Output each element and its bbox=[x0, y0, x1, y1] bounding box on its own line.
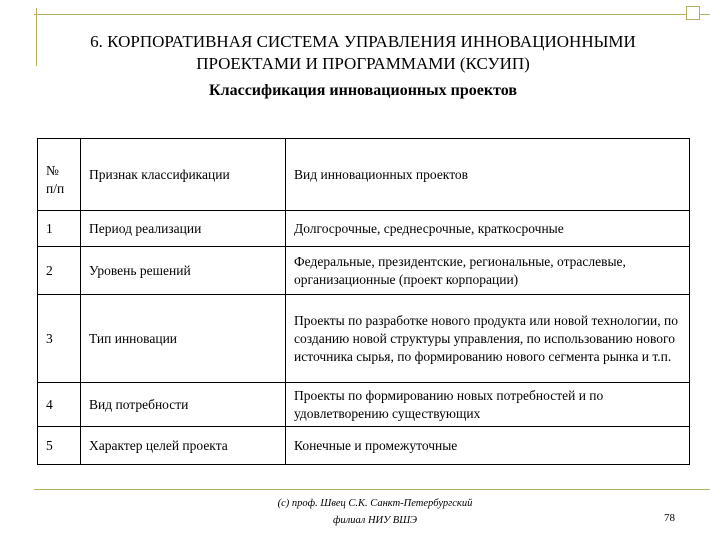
header-types-cell: Вид инновационных проектов bbox=[286, 139, 690, 211]
row-number: 1 bbox=[38, 211, 81, 247]
row-types: Федеральные, президентские, региональные, отраслевые, организационные (проект корпорации) bbox=[286, 247, 690, 295]
header-num-cell bbox=[38, 139, 81, 211]
footer-credit-line-1: (с) проф. Швец С.К. Санкт-Петербургский bbox=[277, 498, 473, 509]
table-row bbox=[38, 247, 690, 295]
header-num-abbrev: п/п bbox=[46, 180, 65, 196]
decorative-bottom-line bbox=[34, 489, 710, 490]
row-types: Проекты по формированию новых потребностей и по удовлетворению существующих bbox=[286, 383, 690, 427]
table-row bbox=[38, 427, 690, 465]
row-types: Конечные и промежуточные bbox=[286, 427, 690, 465]
slide-title-line-2: ПРОЕКТАМИ И ПРОГРАММАМИ (КСУИП) bbox=[196, 54, 530, 73]
footer-credit bbox=[240, 495, 510, 529]
table-row bbox=[38, 295, 690, 383]
row-criterion: Уровень решений bbox=[81, 247, 286, 295]
row-number: 4 bbox=[38, 383, 81, 427]
row-criterion: Тип инновации bbox=[81, 295, 286, 383]
row-number: 2 bbox=[38, 247, 81, 295]
page-number: 78 bbox=[664, 512, 675, 524]
row-number: 5 bbox=[38, 427, 81, 465]
table-row bbox=[38, 211, 690, 247]
row-criterion: Период реализации bbox=[81, 211, 286, 247]
row-number: 3 bbox=[38, 295, 81, 383]
slide-subtitle: Классификация инновационных проектов bbox=[209, 82, 517, 99]
slide-title-line-1: 6. КОРПОРАТИВНАЯ СИСТЕМА УПРАВЛЕНИЯ ИННОВАЦИОННЫМИ bbox=[90, 32, 636, 51]
classification-table bbox=[37, 138, 690, 465]
table-header-row bbox=[38, 139, 690, 211]
decorative-left-line bbox=[36, 8, 37, 66]
row-criterion: Вид потребности bbox=[81, 383, 286, 427]
table-row bbox=[38, 383, 690, 427]
decorative-top-line bbox=[34, 14, 710, 15]
header-num-symbol: № bbox=[46, 162, 59, 178]
row-types: Проекты по разработке нового продукта или новой технологии, по созданию новой структуры управления, по использованию нового источника сырья, по формированию нового сегмента рынка и т.п. bbox=[286, 295, 690, 383]
decorative-corner-square bbox=[686, 6, 700, 20]
slide-title bbox=[40, 31, 686, 75]
row-types: Долгосрочные, среднесрочные, краткосрочные bbox=[286, 211, 690, 247]
footer-credit-line-2: филиал НИУ ВШЭ bbox=[332, 515, 418, 526]
header-criterion-cell: Признак классификации bbox=[81, 139, 286, 211]
row-criterion: Характер целей проекта bbox=[81, 427, 286, 465]
